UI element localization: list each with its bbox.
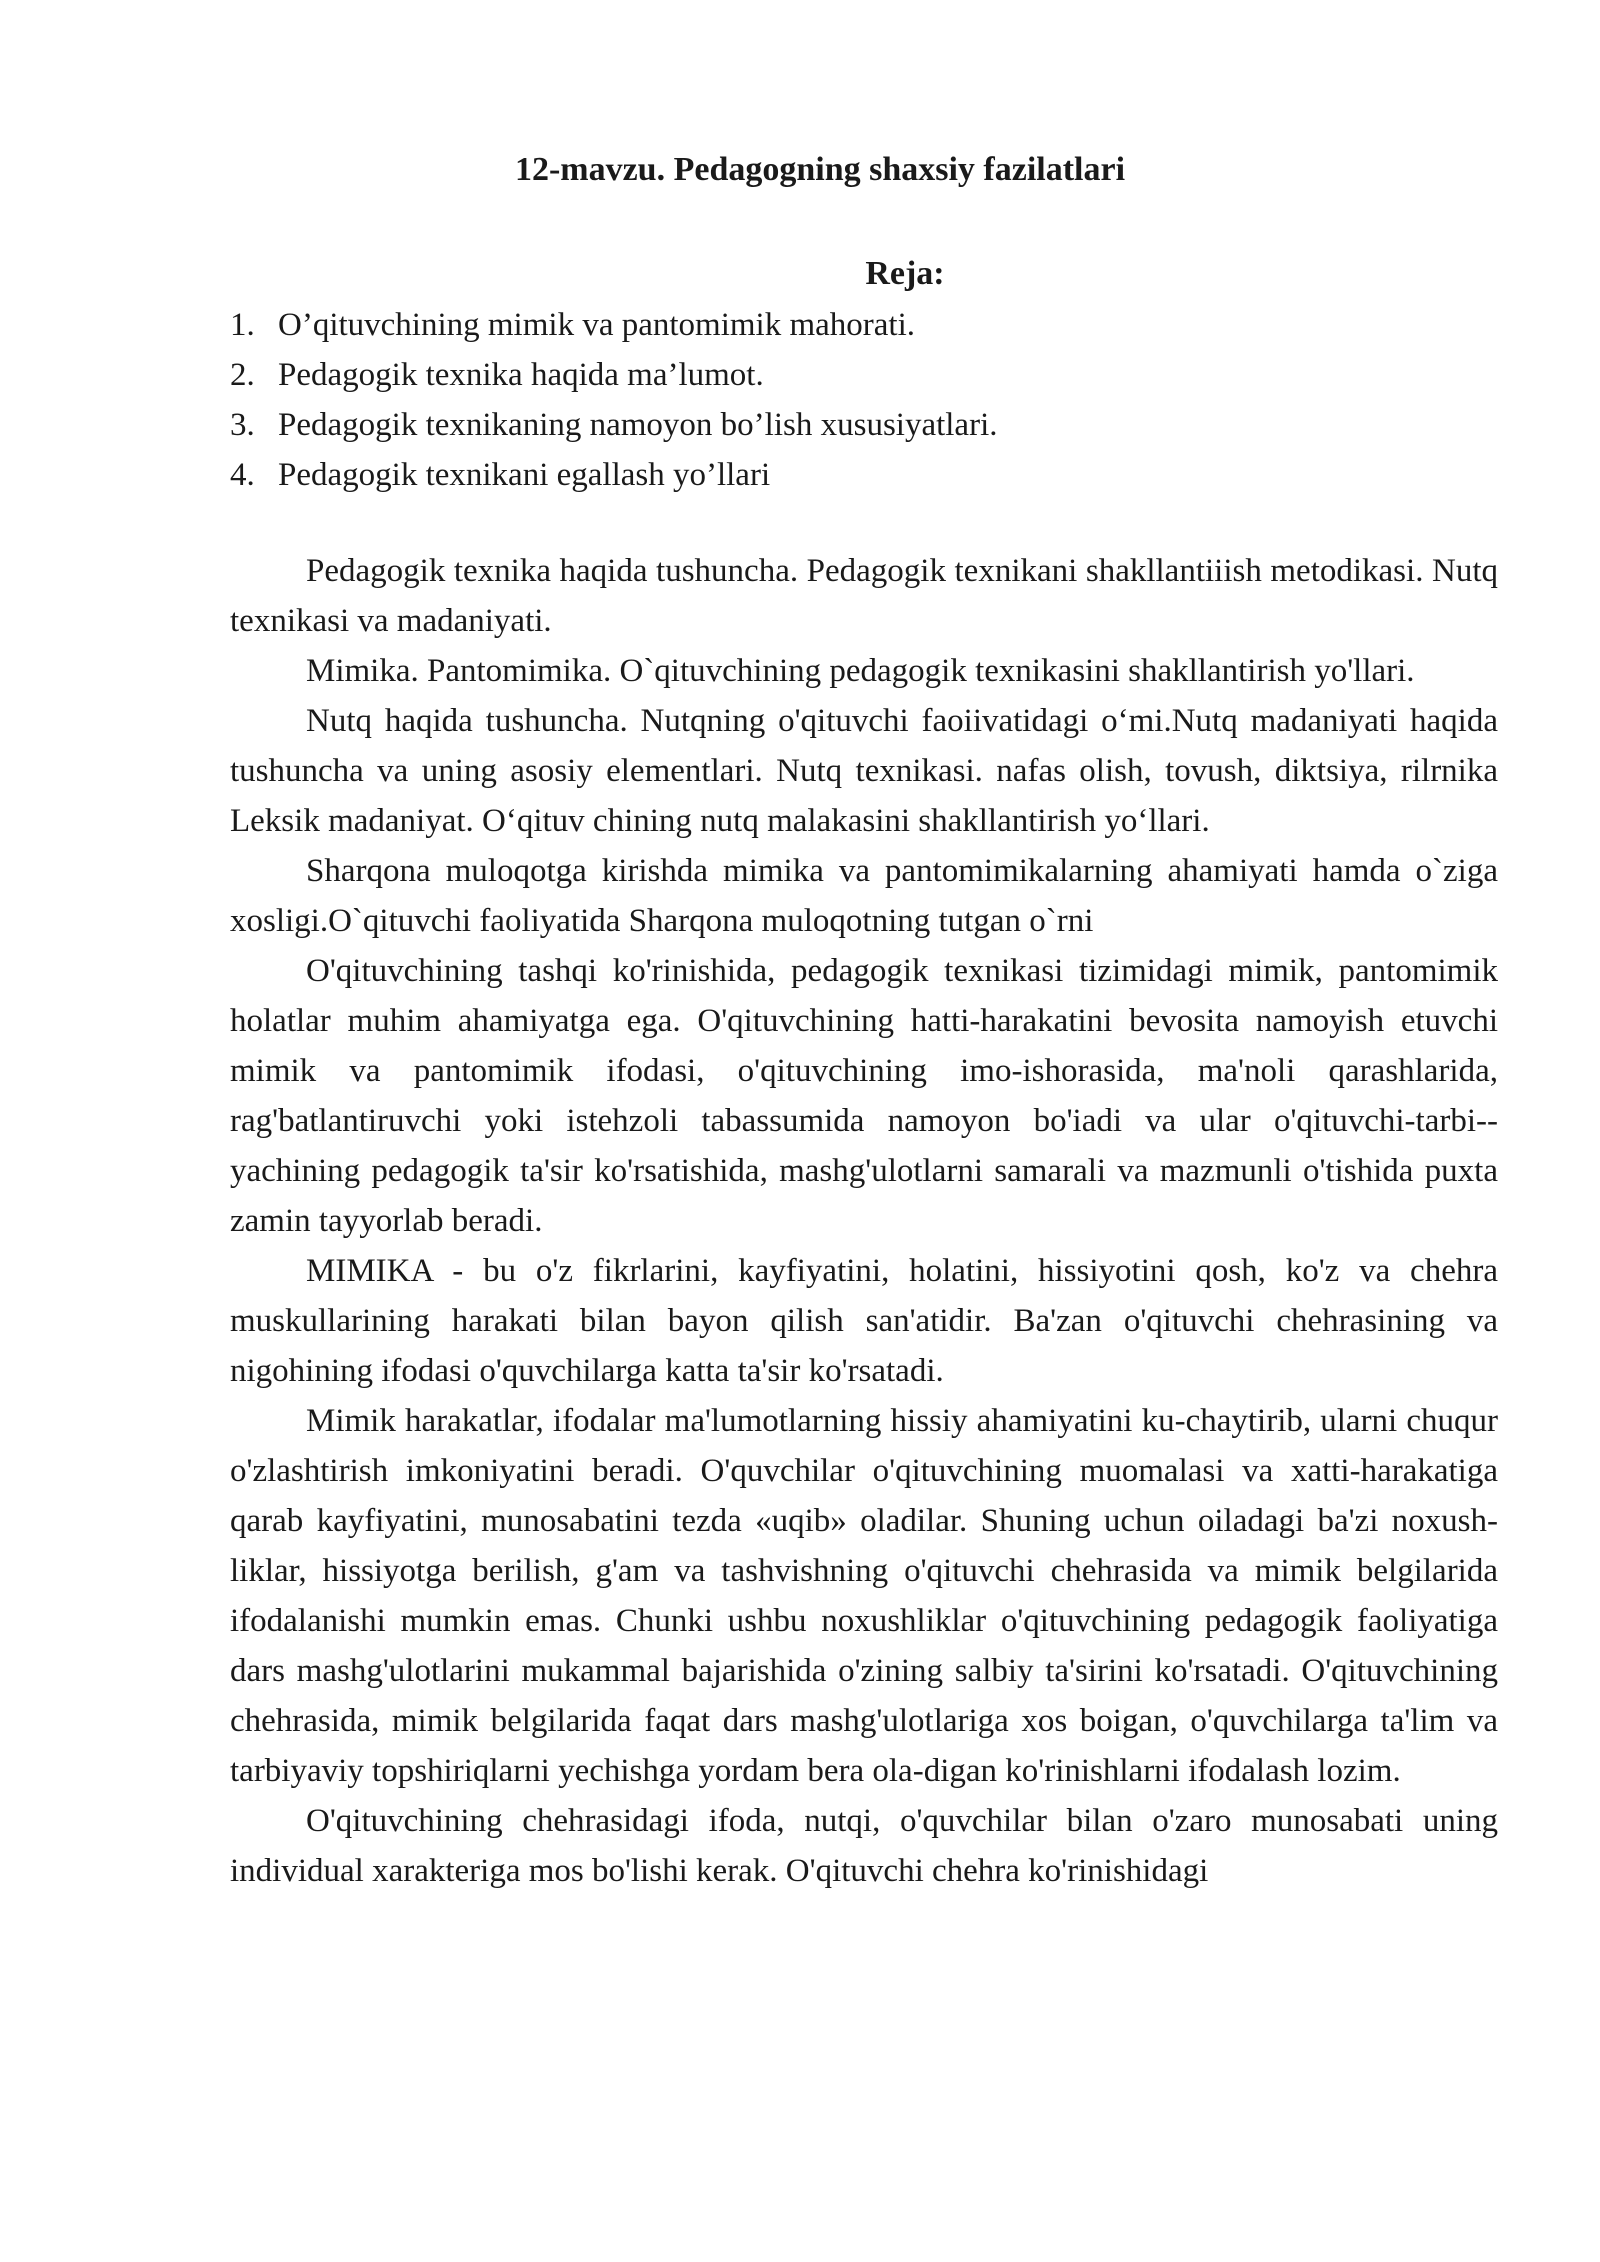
document-body bbox=[230, 546, 1498, 1896]
body-paragraph: Sharqona muloqotga kirishda mimika va pantomimikalarning ahamiyati hamda o`ziga xosligi.O`qituvchi faoliyatida Sharqona muloqotning tutgan o`rni bbox=[230, 853, 1498, 939]
plan-item-number: 1. bbox=[230, 307, 255, 343]
body-paragraph: Nutq haqida tushuncha. Nutqning o'qituvchi faoiivatidagi o‘mi.Nutq madaniyati haqida tushuncha va uning asosiy elementlari. Nutq texnikasi. nafas olish, tovush, diktsiya, rilrnika Leksik madaniyat. O‘qituv chining nutq malakasini shakllantirish yo‘llari. bbox=[230, 703, 1498, 839]
body-paragraph: O'qituvchining tashqi ko'rinishida, pedagogik texnikasi tizimidagi mimik, pantomimik holatlar muhim ahamiyatga ega. O'qituvchining hatti-harakatini bevosita namoyish etuvchi mimik va pantomimik ifodasi, o'qituvchining imo-ishorasida, ma'noli qarashlarida, rag'batlantiruvchi yoki istehzoli tabassumida namoyon bo'iadi va ular o'qituvchi-tarbi--yachining pedagogik ta'sir ko'rsatishida, mashg'ulotlarni samarali va mazmunli o'tishida puxta zamin tayyorlab beradi. bbox=[230, 953, 1498, 1239]
plan-item bbox=[230, 400, 1500, 450]
body-paragraph: MIMIKA - bu o'z fikrlarini, kayfiyatini, holatini, hissiyotini qosh, ko'z va chehra muskullarining harakati bilan bayon qilish san'atidir. Ba'zan o'qituvchi chehrasining va nigohining ifodasi o'quvchilarga katta ta'sir ko'rsatadi. bbox=[230, 1253, 1498, 1389]
plan-item-text: Pedagogik texnikaning namoyon bo’lish xususiyatlari. bbox=[278, 407, 998, 443]
plan-item-number: 4. bbox=[230, 457, 255, 493]
document-title: 12-mavzu. Pedagogning shaxsiy fazilatlari bbox=[514, 151, 1126, 188]
plan-heading: Reja: bbox=[865, 255, 945, 292]
plan-item bbox=[230, 300, 1500, 350]
plan-item-text: O’qituvchining mimik va pantomimik mahorati. bbox=[278, 307, 915, 343]
plan-item-number: 3. bbox=[230, 407, 255, 443]
body-paragraph: O'qituvchining chehrasidagi ifoda, nutqi, o'quvchilar bilan o'zaro munosabati uning individual xarakteriga mos bo'lishi kerak. O'qituvchi chehra ko'rinishidagi bbox=[230, 1803, 1498, 1889]
plan-item bbox=[230, 450, 1500, 500]
body-paragraph: Pedagogik texnika haqida tushuncha. Pedagogik texnikani shakllantiiish metodikasi. Nutq texnikasi va madaniyati. bbox=[230, 553, 1498, 639]
plan-item-text: Pedagogik texnika haqida ma’lumot. bbox=[278, 357, 764, 393]
plan-item-number: 2. bbox=[230, 357, 255, 393]
plan-item bbox=[230, 350, 1500, 400]
body-paragraph: Mimik harakatlar, ifodalar ma'lumotlarning hissiy ahamiyatini ku-chaytirib, ularni chuqur o'zlashtirish imkoniyatini beradi. O'quvchilar o'qituvchining muomalasi va xatti-harakatiga qarab kayfiyatini, munosabatini tezda «uqib» oladilar. Shuning uchun oiladagi ba'zi noxush-liklar, hissiyotga berilish, g'am va tashvishning o'qituvchi chehrasida va mimik belgilarida ifodalanishi mumkin emas. Chunki ushbu noxushliklar o'qituvchining pedagogik faoliyatiga dars mashg'ulotlarini mukammal bajarishida o'zining salbiy ta'sirini ko'rsatadi. O'qituvchining chehrasida, mimik belgilarida faqat dars mashg'ulotlariga xos boigan, o'quvchilarga ta'lim va tarbiyaviy topshiriqlarni yechishga yordam bera ola-digan ko'rinishlarni ifodalash lozim. bbox=[230, 1403, 1498, 1789]
plan-item-text: Pedagogik texnikani egallash yo’llari bbox=[278, 457, 771, 493]
body-paragraph: Mimika. Pantomimika. O`qituvchining pedagogik texnikasini shakllantirish yo'llari. bbox=[306, 653, 1415, 689]
plan-list bbox=[230, 300, 1500, 500]
